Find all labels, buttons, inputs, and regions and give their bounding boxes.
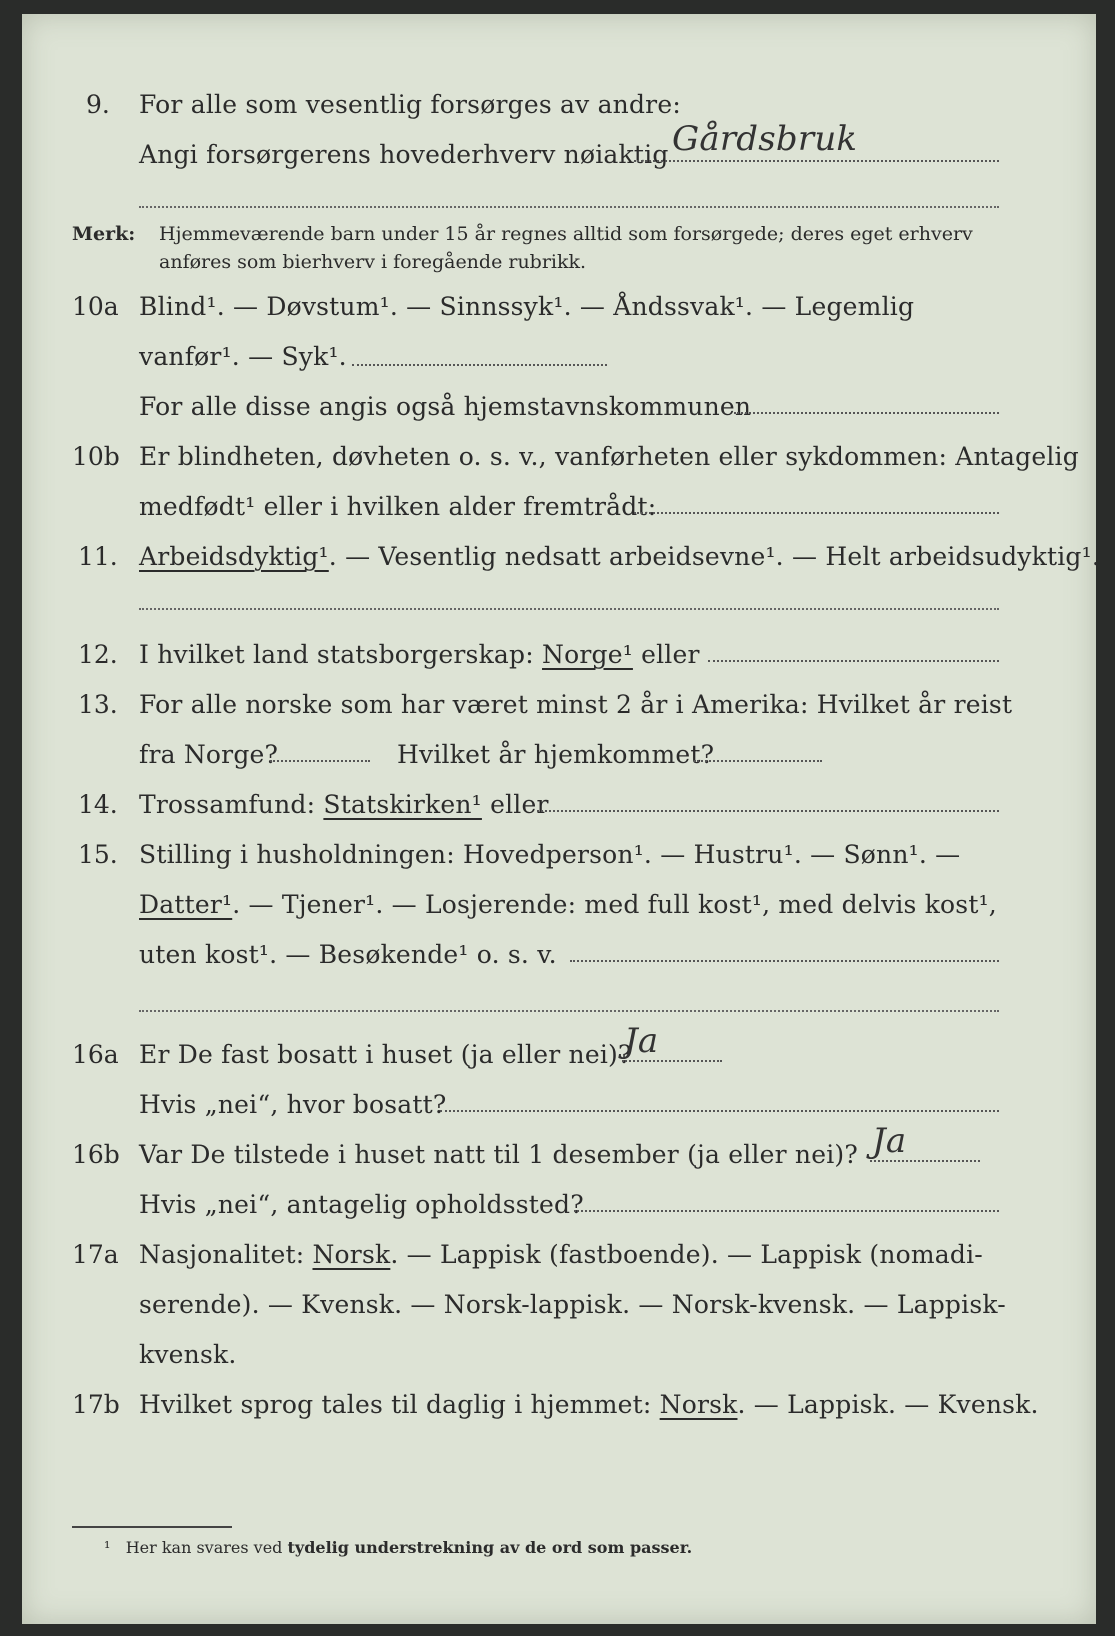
q12-post: eller — [641, 640, 700, 669]
q10a-kommune-line — [734, 412, 999, 414]
q17b-number: 17b — [72, 1390, 120, 1419]
q16b-handwritten-answer: Ja — [872, 1121, 907, 1161]
q12-number: 12. — [78, 640, 118, 669]
q12-pre: I hvilket land statsborgerskap: — [139, 640, 534, 669]
q9-handwritten-answer: Gårdsbruk — [672, 119, 858, 159]
q9-line2: Angi forsørgerens hovederhverv nøiaktig — [139, 140, 669, 169]
q13-hjemkommet: Hvilket år hjemkommet? — [397, 740, 715, 769]
q16a-number: 16a — [72, 1040, 119, 1069]
q17a-line1-rest: . — Lappisk (fastboende). — Lappisk (nomadi- — [390, 1240, 983, 1269]
q15-answer-line — [570, 960, 999, 962]
footnote — [104, 1538, 692, 1558]
q16a-line2: Hvis „nei“, hvor bosatt? — [139, 1090, 447, 1119]
q17a-number: 17a — [72, 1240, 119, 1269]
q10a-line1: Blind¹. — Døvstum¹. — Sinnssyk¹. — Åndssvak¹. — Legemlig — [139, 292, 915, 321]
q9-answer-line — [634, 160, 999, 162]
q16b-opholdssted-line — [574, 1210, 999, 1212]
footnote-text: Her kan svares ved — [125, 1538, 283, 1557]
q15-opt-datter: Datter¹ — [139, 890, 233, 919]
merk-label: Merk: — [72, 223, 136, 245]
footnote-mark: ¹ — [104, 1538, 111, 1557]
q17a-line1 — [139, 1240, 983, 1270]
q15-line2 — [139, 890, 997, 920]
q10a-line2: vanfør¹. — Syk¹. — [139, 342, 347, 371]
q11-rest: . — Vesentlig nedsatt arbeidsevne¹. — Helt arbeidsudyktig¹. — [328, 542, 1100, 571]
q13-reist-line — [270, 760, 370, 762]
q12-opt-norge: Norge¹ — [542, 640, 633, 669]
q16a-handwritten-answer: Ja — [624, 1021, 659, 1061]
q13-line1: For alle norske som har været minst 2 år i Amerika: Hvilket år reist — [139, 690, 1013, 719]
merk-line2: anføres som bierhverv i foregående rubrikk. — [159, 251, 587, 273]
q16a-line1: Er De fast bosatt i huset (ja eller nei)? — [139, 1040, 632, 1069]
q16b-answer-line — [870, 1160, 980, 1162]
q9-extra-line — [139, 206, 999, 208]
q14-line — [139, 790, 549, 820]
q14-number: 14. — [78, 790, 118, 819]
q17b-post: . — Lappisk. — Kvensk. — [737, 1390, 1039, 1419]
q15-line3: uten kost¹. — Besøkende¹ o. s. v. — [139, 940, 557, 969]
q15-line1: Stilling i husholdningen: Hovedperson¹. — Hustru¹. — Sønn¹. — — [139, 840, 961, 869]
q17a-line2: serende). — Kvensk. — Norsk-lappisk. — Norsk-kvensk. — Lappisk- — [139, 1290, 1006, 1319]
q16a-answer-line — [622, 1060, 722, 1062]
q10a-number: 10a — [72, 292, 119, 321]
q17b-opt-norsk: Norsk — [659, 1390, 738, 1419]
q16b-line2: Hvis „nei“, antagelig opholdssted? — [139, 1190, 584, 1219]
q14-opt-statskirken: Statskirken¹ — [323, 790, 482, 819]
q11-extra-line — [139, 608, 999, 610]
q10b-line2: medfødt¹ eller i hvilken alder fremtrådt: — [139, 492, 657, 521]
q17a-opt-norsk: Norsk — [312, 1240, 391, 1269]
q14-pre: Trossamfund: — [139, 790, 316, 819]
q12-answer-line — [708, 660, 999, 662]
q17b-pre: Hvilket sprog tales til daglig i hjemmet: — [139, 1390, 652, 1419]
q10b-answer-line — [634, 512, 999, 514]
q16b-number: 16b — [72, 1140, 120, 1169]
q9-line1: For alle som vesentlig forsørges av andre: — [139, 90, 681, 119]
q15-extra-line — [139, 1010, 999, 1012]
q9-number: 9. — [86, 90, 110, 119]
q15-number: 15. — [78, 840, 118, 869]
q10b-line1: Er blindheten, døvheten o. s. v., vanførheten eller sykdommen: Antagelig — [139, 442, 1079, 471]
q12-line — [139, 640, 700, 670]
q15-line2-rest: . — Tjener¹. — Losjerende: med full kost¹, med delvis kost¹, — [232, 890, 997, 919]
q16a-bosatt-line — [440, 1110, 999, 1112]
q11-options — [139, 542, 1100, 572]
q10b-number: 10b — [72, 442, 120, 471]
footnote-rule — [72, 1526, 232, 1528]
q11-opt-arbeidsdyktig: Arbeidsdyktig¹ — [139, 542, 329, 571]
q11-number: 11. — [78, 542, 118, 571]
footnote-bold: tydelig understrekning av de ord som passer. — [287, 1538, 693, 1557]
q17a-pre: Nasjonalitet: — [139, 1240, 305, 1269]
q17a-line3: kvensk. — [139, 1340, 237, 1369]
q13-hjemkommet-line — [694, 760, 822, 762]
q14-post: eller — [490, 790, 549, 819]
q14-answer-line — [537, 810, 999, 812]
q10a-line3: For alle disse angis også hjemstavnskommunen — [139, 392, 752, 421]
q16b-line1: Var De tilstede i huset natt til 1 desember (ja eller nei)? — [139, 1140, 858, 1169]
census-form-page — [22, 14, 1100, 1624]
q13-number: 13. — [78, 690, 118, 719]
q13-reist: fra Norge? — [139, 740, 279, 769]
merk-line1: Hjemmeværende barn under 15 år regnes alltid som forsørgede; deres eget erhverv — [159, 223, 973, 245]
q10a-sick-line — [352, 364, 607, 366]
q17b-line — [139, 1390, 1039, 1420]
